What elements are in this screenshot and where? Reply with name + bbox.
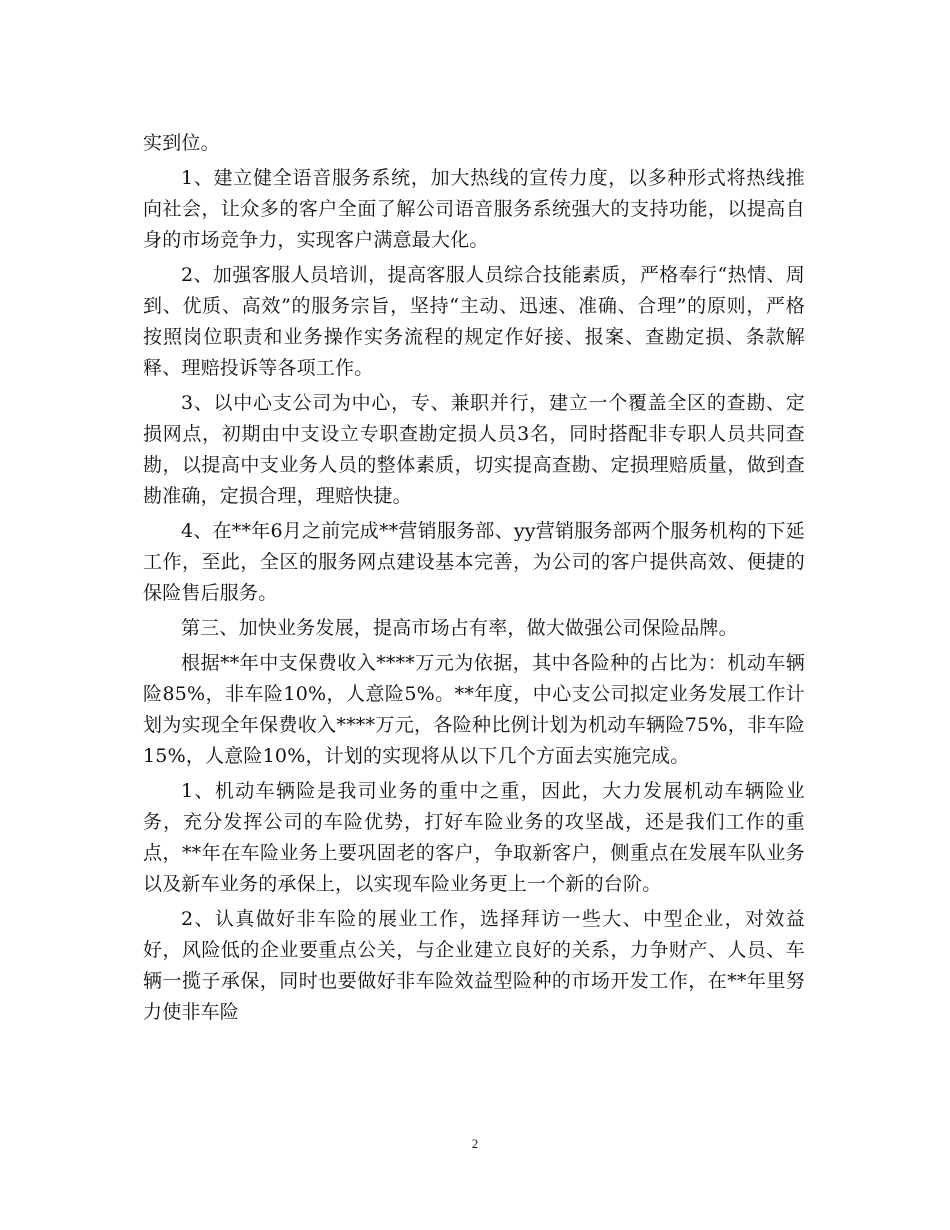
page-number: 2 — [471, 1136, 479, 1151]
document-body — [143, 128, 805, 1032]
paragraph-non-motor-insurance: 2、认真做好非车险的展业工作，选择拜访一些大、中型企业，对效益好，风险低的企业要重点公关，与企业建立良好的关系，力争财产、人员、车辆一揽子承保，同时也要做好非车险效益型险种的市场开发工作，在**年里努力使非车险 — [143, 908, 805, 1023]
paragraph-premium-plan: 根据**年中支保费收入****万元为依据，其中各险种的占比为：机动车辆险85%，非车险10%，人意险5%。**年度，中心支公司拟定业务发展工作计划为实现全年保费收入****万元，各险种比例计划为机动车辆险75%，非车险15%，人意险10%，计划的实现将从以下几个方面去实施完成。 — [143, 652, 805, 767]
paragraph-continuation: 实到位。 — [143, 132, 220, 154]
paragraph-motor-insurance: 1、机动车辆险是我司业务的重中之重，因此，大力发展机动车辆险业务，充分发挥公司的车险优势，打好车险业务的攻坚战，还是我们工作的重点，**年在车险业务上要巩固老的客户，争取新客户，侧重点在发展车队业务以及新车业务的承保上，以实现车险业务更上一个新的台阶。 — [143, 780, 805, 895]
section-heading-business-growth: 第三、加快业务发展，提高市场占有率，做大做强公司保险品牌。 — [181, 617, 738, 639]
paragraph-survey-network: 3、以中心支公司为中心，专、兼职并行，建立一个覆盖全区的查勘、定损网点，初期由中支设立专职查勘定损人员3名，同时搭配非专职人员共同查勘，以提高中支业务人员的整体素质，切实提高查勘、定损理赔质量，做到查勘准确，定损合理，理赔快捷。 — [143, 392, 805, 507]
paragraph-service-outlets: 4、在**年6月之前完成**营销服务部、yy营销服务部两个服务机构的下延工作，至此，全区的服务网点建设基本完善，为公司的客户提供高效、便捷的保险售后服务。 — [143, 520, 805, 604]
paragraph-voice-service: 1、建立健全语音服务系统，加大热线的宣传力度，以多种形式将热线推向社会，让众多的客户全面了解公司语音服务系统强大的支持功能，以提高自身的市场竞争力，实现客户满意最大化。 — [143, 167, 805, 251]
paragraph-staff-training: 2、加强客服人员培训，提高客服人员综合技能素质，严格奉行“热情、周到、优质、高效”的服务宗旨，坚持“主动、迅速、准确、合理”的原则，严格按照岗位职责和业务操作实务流程的规定作好接、报案、查勘定损、条款解释、理赔投诉等各项工作。 — [143, 264, 805, 379]
